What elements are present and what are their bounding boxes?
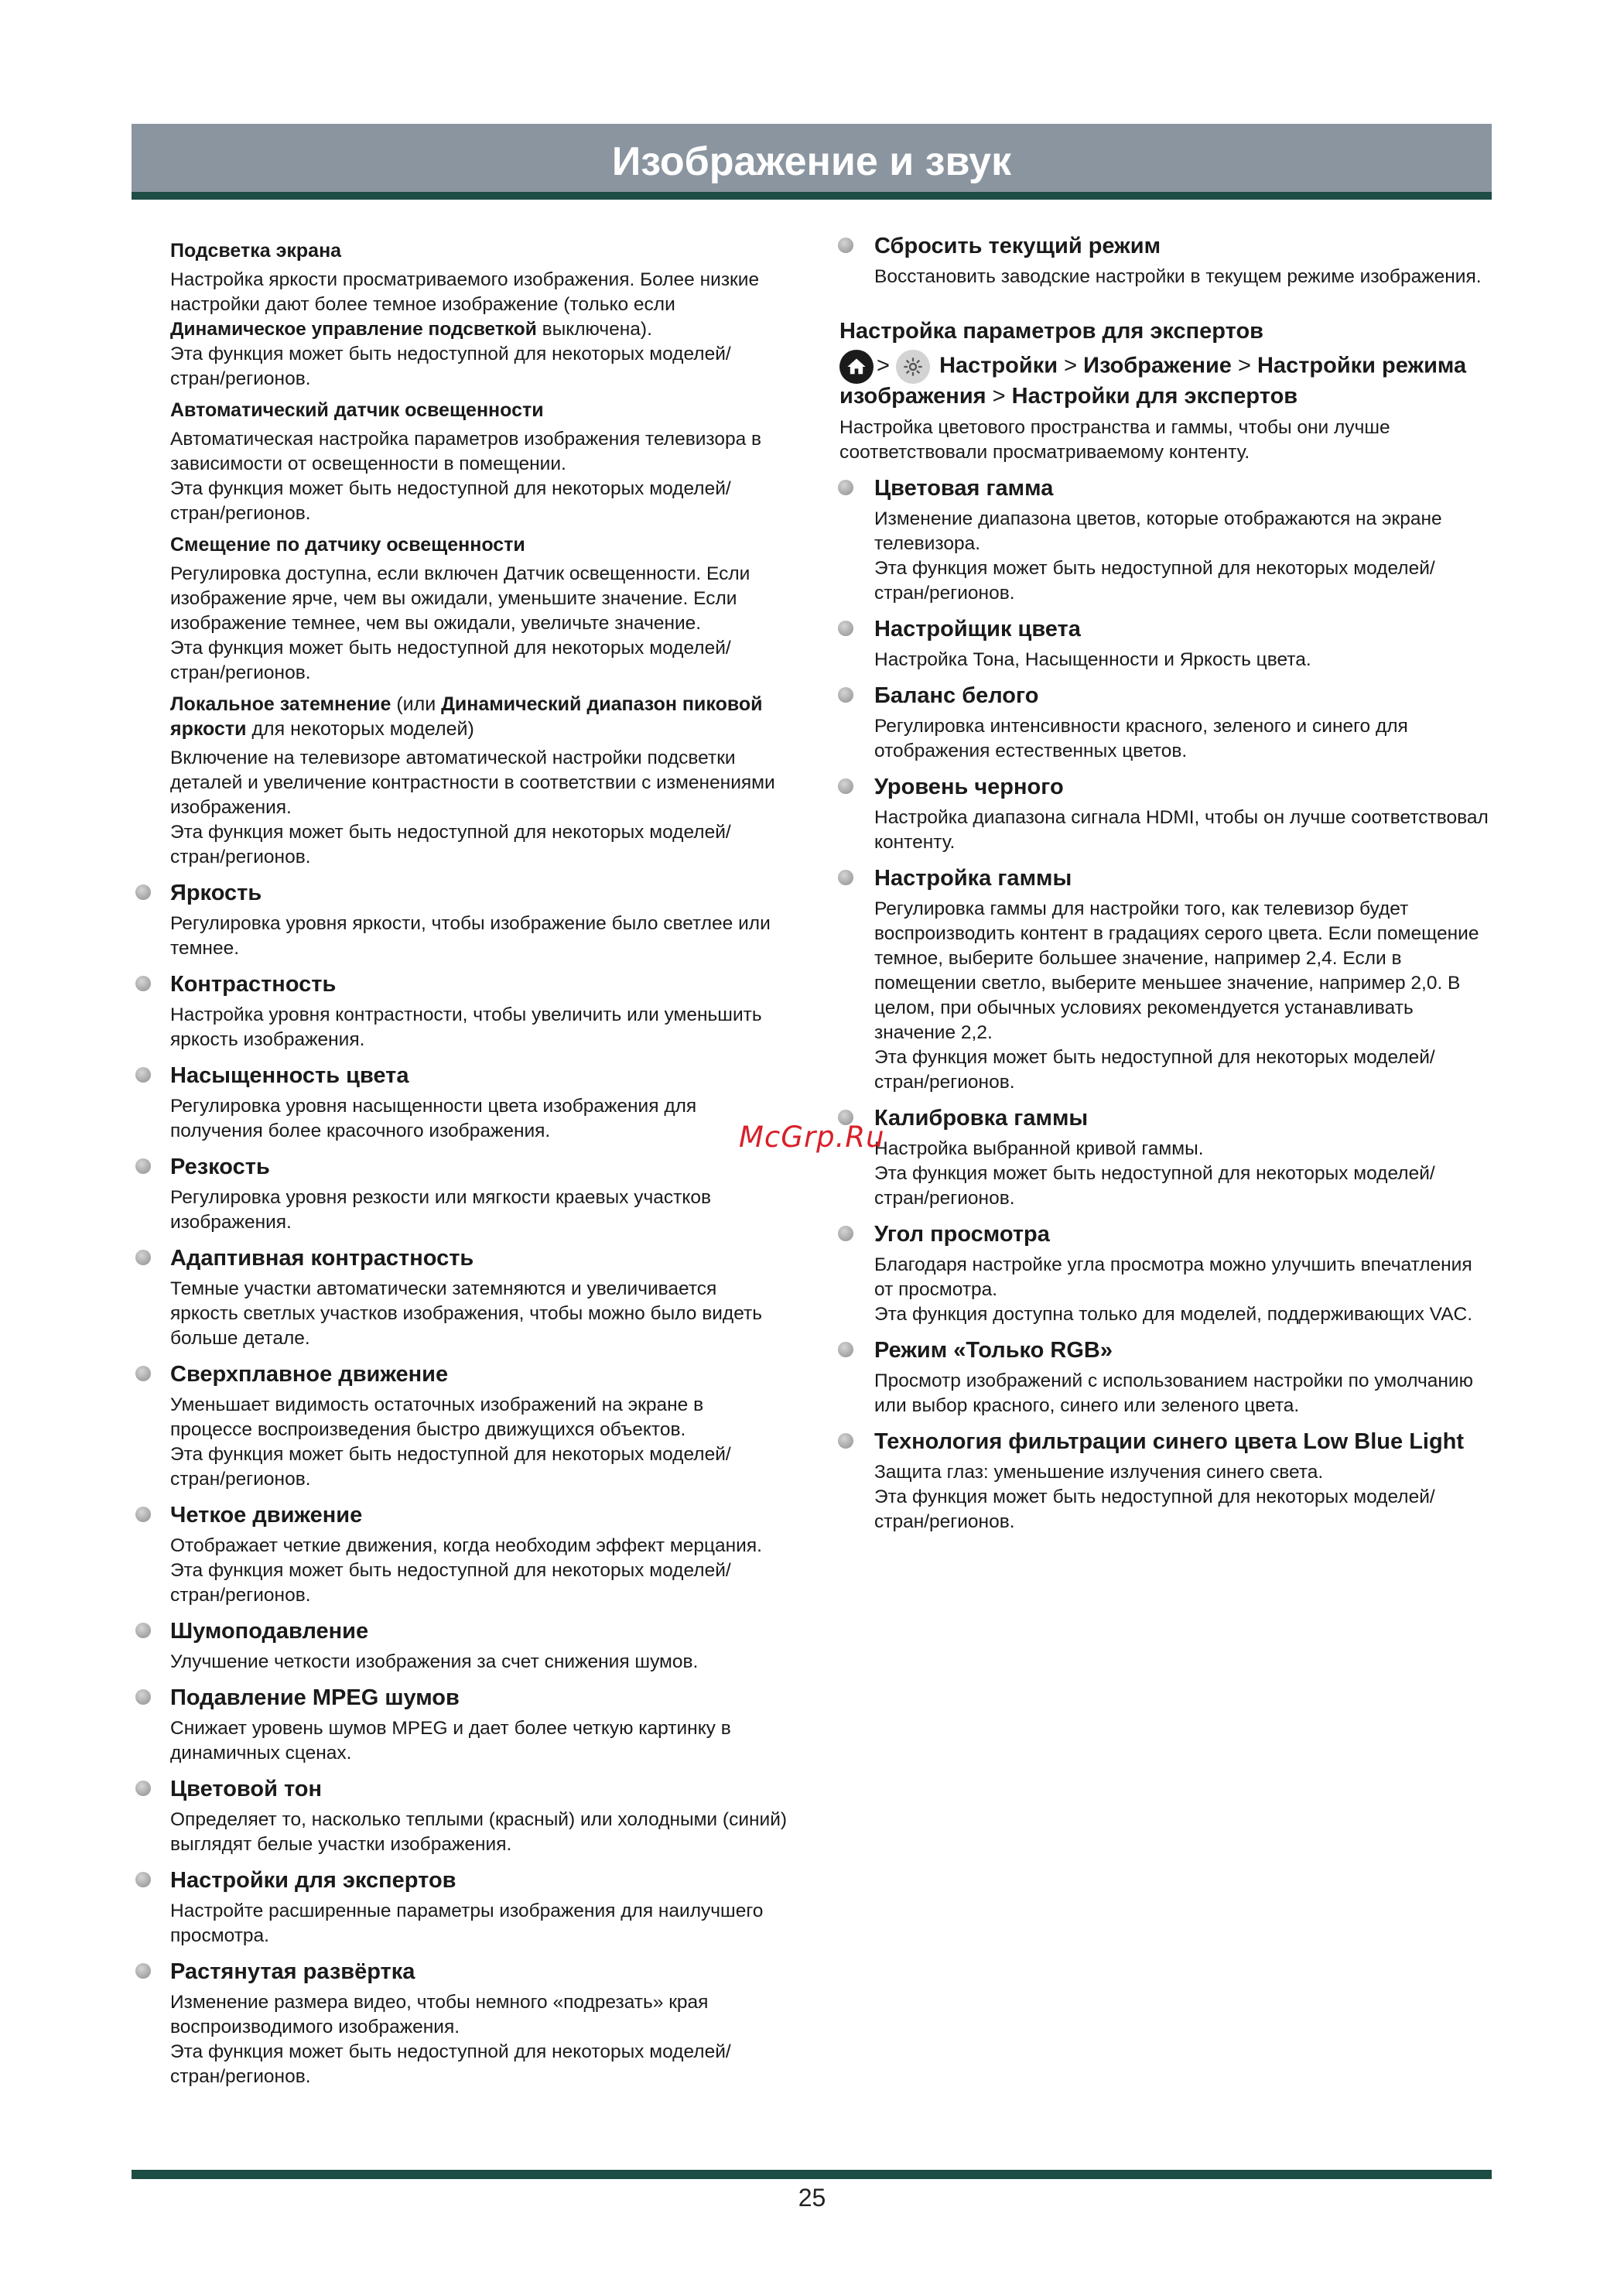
setting-title: Настройки для экспертов — [170, 1868, 456, 1893]
setting-title: Баланс белого — [874, 683, 1039, 708]
setting-description: Настройка Тона, Насыщенности и Яркость цвета. — [874, 649, 1311, 670]
setting-description: Эта функция может быть недоступной для некоторых моделей/ стран/регионов. — [874, 1047, 1435, 1093]
setting-item — [170, 1153, 789, 1235]
page-title: Изображение и звук — [611, 139, 1012, 184]
text-run: Автоматическая настройка параметров изображения телевизора в зависимости от освещенности в помещении. — [170, 429, 762, 474]
setting-item — [839, 1220, 1489, 1327]
breadcrumb-item: Настройки режима изображения — [839, 353, 1467, 409]
setting-title: Угол просмотра — [874, 1222, 1050, 1247]
bullet-icon — [135, 976, 151, 991]
setting-title: Шумоподавление — [170, 1619, 369, 1644]
setting-item — [839, 474, 1489, 606]
sub-section-text — [170, 820, 789, 870]
setting-title: Калибровка гаммы — [874, 1106, 1089, 1131]
sub-section — [170, 692, 789, 870]
setting-item — [839, 1104, 1489, 1211]
sub-section — [170, 238, 789, 392]
setting-item — [170, 1775, 789, 1857]
text-run: выключена). — [536, 319, 652, 340]
right-column — [839, 232, 1489, 1534]
breadcrumb — [839, 350, 1489, 409]
setting-description: Снижает уровень шумов MPEG и дает более четкую картинку в динамичных сценах. — [170, 1718, 731, 1764]
setting-item — [839, 232, 1489, 289]
page-number: 25 — [798, 2184, 826, 2212]
setting-item — [170, 1866, 789, 1948]
sub-section-title: Смещение по датчику освещенности — [170, 534, 525, 556]
bullet-icon — [838, 687, 853, 703]
sub-section-text — [170, 636, 789, 686]
setting-description: Эта функция может быть недоступной для некоторых моделей/ стран/регионов. — [874, 1487, 1435, 1532]
bullet-icon — [838, 480, 853, 495]
setting-item — [839, 864, 1489, 1095]
bullet-icon — [838, 778, 853, 794]
setting-description: Эта функция доступна только для моделей, поддерживающих VAC. — [874, 1304, 1473, 1325]
setting-description: Защита глаз: уменьшение излучения синего света. — [874, 1462, 1324, 1483]
bullet-icon — [135, 1623, 151, 1638]
text-run: Настройка яркости просматриваемого изображения. Более низкие настройки дают более темное изображение (только если — [170, 269, 760, 315]
setting-description: Просмотр изображений с использованием настройки по умолчанию или выбор красного, синего или зеленого цвета. — [874, 1370, 1473, 1416]
page-header — [132, 124, 1492, 200]
setting-description: Регулировка уровня насыщенности цвета изображения для получения более красочного изображения. — [170, 1096, 697, 1141]
bullet-icon — [135, 1250, 151, 1265]
sub-section-text — [170, 562, 789, 636]
text-run: Эта функция может быть недоступной для некоторых моделей/ стран/регионов. — [170, 478, 731, 524]
bullet-icon — [135, 1689, 151, 1705]
setting-title: Подавление MPEG шумов — [170, 1685, 460, 1710]
sub-section-text — [170, 746, 789, 820]
setting-description: Отображает четкие движения, когда необходим эффект мерцания. — [170, 1535, 762, 1556]
setting-description: Регулировка интенсивности красного, зеленого и синего для отображения естественных цветов. — [874, 716, 1408, 761]
setting-item — [839, 1428, 1489, 1534]
text-run: Динамическое управление подсветкой — [170, 319, 537, 340]
setting-title: Настройщик цвета — [874, 617, 1081, 641]
bullet-icon — [838, 1433, 853, 1449]
text-run: Эта функция может быть недоступной для некоторых моделей/ стран/регионов. — [170, 822, 731, 867]
breadcrumb-separator: > — [1238, 353, 1251, 378]
setting-title: Яркость — [170, 881, 262, 905]
setting-title: Растянутая развёртка — [170, 1959, 415, 1984]
setting-description: Благодаря настройке угла просмотра можно улучшить впечатления от просмотра. — [874, 1254, 1472, 1300]
setting-description: Настройка диапазона сигнала HDMI, чтобы он лучше соответствовал контенту. — [874, 807, 1489, 853]
setting-description: Темные участки автоматически затемняются и увеличивается яркость светлых участков изображения, чтобы можно было видеть больше детале. — [170, 1278, 762, 1349]
text-run: Эта функция может быть недоступной для некоторых моделей/ стран/регионов. — [170, 344, 731, 389]
setting-description: Изменение размера видео, чтобы немного «подрезать» края воспроизводимого изображения. — [170, 1992, 709, 2037]
setting-description: Эта функция может быть недоступной для некоторых моделей/ стран/регионов. — [170, 1444, 731, 1490]
title-part: (или — [391, 693, 442, 715]
setting-description: Настройте расширенные параметры изображения для наилучшего просмотра. — [170, 1901, 764, 1946]
footer-rule — [132, 2170, 1492, 2179]
setting-title: Цветовой тон — [170, 1777, 323, 1801]
setting-title: Четкое движение — [170, 1503, 363, 1528]
setting-title: Настройка гаммы — [874, 866, 1072, 891]
bullet-icon — [838, 621, 853, 636]
setting-title: Режим «Только RGB» — [874, 1338, 1113, 1363]
setting-item — [170, 1617, 789, 1675]
breadcrumb-item: Изображение — [1083, 353, 1232, 378]
setting-item — [170, 1360, 789, 1492]
bullet-icon — [135, 1067, 151, 1083]
setting-description: Уменьшает видимость остаточных изображений на экране в процессе воспроизведения быстро движущихся объектов. — [170, 1394, 704, 1440]
bullet-icon — [838, 870, 853, 885]
title-part: для некоторых моделей) — [246, 718, 474, 740]
setting-title: Сверхплавное движение — [170, 1362, 449, 1387]
bullet-icon — [135, 884, 151, 900]
setting-title: Насыщенность цвета — [170, 1063, 409, 1088]
bullet-icon — [135, 1158, 151, 1174]
gear-icon — [896, 350, 930, 384]
text-run: Эта функция может быть недоступной для некоторых моделей/ стран/регионов. — [170, 638, 731, 683]
sub-section — [170, 532, 789, 686]
setting-title: Контрастность — [170, 972, 337, 997]
sub-section-text — [170, 477, 789, 526]
setting-description: Регулировка уровня резкости или мягкости краевых участков изображения. — [170, 1187, 711, 1233]
bullet-icon — [838, 1342, 853, 1357]
left-column — [170, 232, 789, 2089]
setting-description: Восстановить заводские настройки в текущем режиме изображения. — [874, 266, 1482, 287]
sub-section-title: Автоматический датчик освещенности — [170, 399, 544, 421]
text-run: Включение на телевизоре автоматической настройки подсветки деталей и увеличение контрастности в соответствии с изменениями изображения. — [170, 748, 775, 818]
sub-section — [170, 398, 789, 526]
setting-item — [839, 682, 1489, 764]
breadcrumb-item: Настройки для экспертов — [1011, 384, 1298, 409]
sub-section-text — [170, 342, 789, 392]
breadcrumb-separator: > — [877, 353, 890, 378]
section-title: Настройка параметров для экспертов — [839, 319, 1263, 344]
title-part: Локальное затемнение — [170, 693, 391, 715]
setting-description: Регулировка гаммы для настройки того, как телевизор будет воспроизводить контент в градациях серого цвета. Если помещение темное, выберите большее значение, например 2,4. Если в помещении светло, выберите меньшее значение, например 2,0. В целом, при обычных условиях рекомендуется устанавливать значение 2,2. — [874, 898, 1479, 1043]
setting-title: Уровень черного — [874, 775, 1064, 799]
bullet-icon — [135, 1366, 151, 1381]
setting-item — [839, 773, 1489, 855]
setting-title: Резкость — [170, 1155, 270, 1179]
setting-description: Определяет то, насколько теплыми (красный) или холодными (синий) выглядят белые участки изображения. — [170, 1809, 788, 1855]
bullet-icon — [135, 1963, 151, 1979]
setting-description: Настройка выбранной кривой гаммы. — [874, 1138, 1204, 1159]
setting-title: Технология фильтрации синего цвета Low Blue Light — [874, 1429, 1465, 1454]
section-intro: Настройка цветового пространства и гаммы, чтобы они лучше соответствовали просматриваемому контенту. — [839, 417, 1390, 463]
bullet-icon — [838, 238, 853, 253]
setting-title: Сбросить текущий режим — [874, 234, 1161, 258]
sub-section-title: Подсветка экрана — [170, 240, 342, 262]
header-rule — [132, 192, 1492, 200]
breadcrumb-separator: > — [1064, 353, 1078, 378]
bullet-icon — [135, 1872, 151, 1887]
bullet-icon — [838, 1226, 853, 1241]
setting-description: Улучшение четкости изображения за счет снижения шумов. — [170, 1651, 699, 1672]
setting-item — [170, 879, 789, 961]
setting-item — [170, 1501, 789, 1608]
setting-description: Настройка уровня контрастности, чтобы увеличить или уменьшить яркость изображения. — [170, 1004, 762, 1050]
setting-item — [839, 1336, 1489, 1418]
sub-section-text — [170, 268, 789, 342]
title-part: Динамический диапазон пиковой яркости — [170, 693, 763, 740]
setting-title: Адаптивная контрастность — [170, 1246, 474, 1271]
setting-description: Эта функция может быть недоступной для некоторых моделей/ стран/регионов. — [874, 558, 1435, 604]
setting-description: Изменение диапазона цветов, которые отображаются на экране телевизора. — [874, 508, 1442, 554]
setting-item — [839, 615, 1489, 672]
text-run: Регулировка доступна, если включен Датчик освещенности. Если изображение ярче, чем вы ожидали, уменьшите значение. Если изображение темнее, чем вы ожидали, увеличьте значение. — [170, 563, 750, 634]
setting-item — [170, 970, 789, 1052]
watermark: McGrp.Ru — [739, 1120, 885, 1154]
bullet-icon — [135, 1507, 151, 1522]
setting-item — [170, 1244, 789, 1351]
sub-section-title — [170, 692, 789, 741]
breadcrumb-separator: > — [992, 384, 1006, 409]
setting-description: Эта функция может быть недоступной для некоторых моделей/ стран/регионов. — [170, 2041, 731, 2087]
setting-item — [170, 1062, 789, 1144]
home-icon — [839, 350, 874, 384]
setting-description: Эта функция может быть недоступной для некоторых моделей/ стран/регионов. — [170, 1560, 731, 1606]
setting-item — [170, 1684, 789, 1766]
setting-description: Эта функция может быть недоступной для некоторых моделей/ стран/регионов. — [874, 1163, 1435, 1209]
bullet-icon — [135, 1781, 151, 1796]
setting-description: Регулировка уровня яркости, чтобы изображение было светлее или темнее. — [170, 913, 771, 959]
breadcrumb-item: Настройки — [939, 353, 1058, 378]
setting-title: Цветовая гамма — [874, 476, 1054, 501]
setting-item — [170, 1958, 789, 2089]
sub-section-text — [170, 427, 789, 477]
